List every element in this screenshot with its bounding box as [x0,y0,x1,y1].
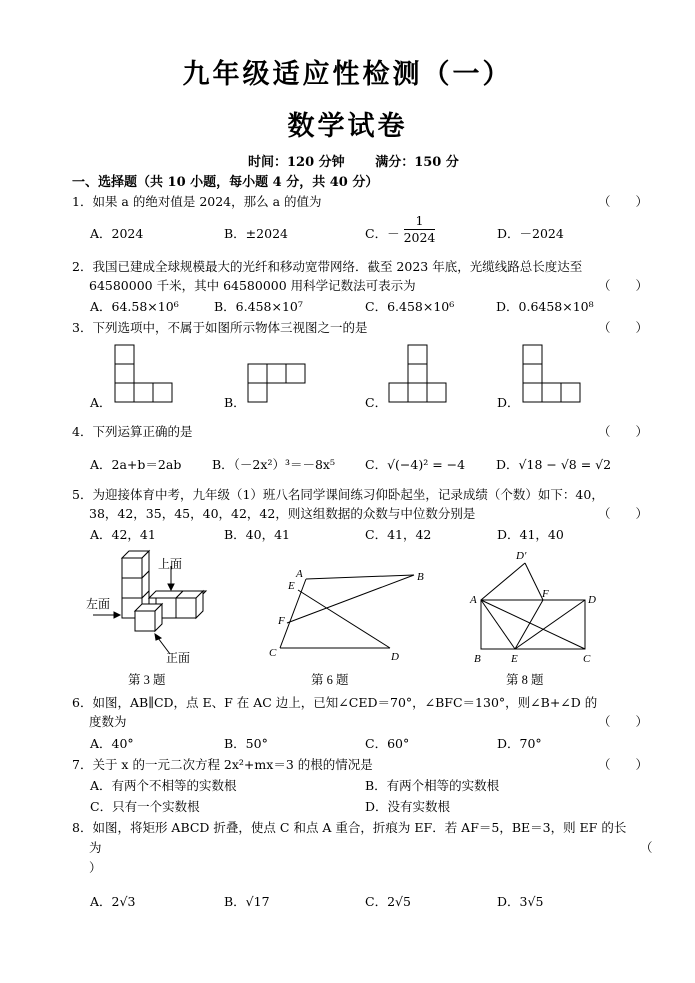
question-6-line1: 6．如图，AB∥CD，点 E、F 在 AC 边上，已知∠CED＝70°，∠BFC＝130°，则∠B+∠D 的 [72,695,598,710]
answer-paren: （ ） [598,278,649,293]
q1-option-b: B．±2024 [224,226,288,241]
fig6-label-f: F [278,615,285,627]
question-8-line2: 为 [89,840,102,855]
q6-option-b: B．50° [224,736,268,751]
q7-option-a: A．有两个不相等的实数根 [90,778,237,793]
q7-option-b: B．有两个相等的实数根 [365,778,500,793]
page-title: 九年级适应性检测（一） [182,59,513,90]
fig6-label-e: E [288,580,295,592]
q1-option-c-prefix: C．－ [365,226,400,241]
q3-option-a: A． [90,395,112,410]
question-6-line2: 度数为 [89,714,127,729]
q2-option-a: A．64.58×10⁶ [90,299,179,314]
question-1-stem: 1．如果 a 的绝对值是 2024，那么 a 的值为 [72,194,322,209]
q6-option-c: C．60° [365,736,410,751]
q8-option-b: B．√17 [224,894,270,909]
question-5-line2: 38，42，35，45，40，42，42，则这组数据的众数与中位数分别是 [89,506,476,521]
fig8-label-a: A [470,594,477,606]
answer-paren: （ ） [598,424,649,439]
answer-paren: （ ） [598,320,649,335]
q8-option-d: D．3√5 [497,894,544,909]
subject-title: 数学试卷 [287,111,408,142]
q5-option-a: A．42，41 [90,527,156,542]
fig3-caption: 第 3 题 [128,673,166,687]
q6-option-d: D．70° [497,736,542,751]
q4-option-d: D．√18 − √8 = √2 [496,457,612,472]
answer-paren: （ ） [598,506,649,521]
q2-option-d: D．0.6458×10⁸ [496,299,594,314]
q1-option-a: A．2024 [90,226,144,241]
q3-option-c: C． [365,395,388,410]
fig3-left-label: 左面 [86,597,111,611]
fig6-label-a: A [296,568,303,580]
answer-paren-open: （ [640,840,653,855]
fraction-denominator: 2024 [403,230,436,245]
answer-paren: （ ） [598,757,649,772]
q5-option-b: B．40，41 [224,527,290,542]
fig3-front-label: 正面 [166,651,191,665]
fig8-label-c: C [583,653,591,665]
q7-option-c: C．只有一个实数根 [90,799,200,814]
fig8-label-d: D [588,594,596,606]
question-2-line1: 2．我国已建成全球规模最大的光纤和移动宽带网络．截至 2023 年底，光缆线路总长度达至 [72,259,583,274]
exam-score: 满分：150 分 [375,155,459,170]
section-heading: 一、选择题（共 10 小题，每小题 4 分，共 40 分） [72,175,379,190]
q7-option-d: D．没有实数根 [365,799,451,814]
question-3-stem: 3．下列选项中，不属于如图所示物体三视图之一的是 [72,320,368,335]
q1-option-d: D．－2024 [497,226,564,241]
fig8-caption: 第 8 题 [506,673,544,687]
q4-option-b: B．（－2x²）³＝－8x⁵ [212,457,335,472]
q3-option-d: D． [497,395,520,410]
fig8-geometry [481,563,585,649]
question-4-stem: 4．下列运算正确的是 [72,424,193,439]
question-8-line1: 8．如图，将矩形 ABCD 折叠，使点 C 和点 A 重合，折痕为 EF．若 AF＝5，BE＝3，则 EF 的长 [72,820,627,835]
question-7-stem: 7．关于 x 的一元二次方程 2x²+mx＝3 的根的情况是 [72,757,373,772]
q3-option-b: B． [224,395,246,410]
fig8-label-b: B [474,653,481,665]
fig6-label-b: B [417,571,424,583]
q2-option-b: B．6.458×10⁷ [214,299,303,314]
q2-option-c: C．6.458×10⁶ [365,299,455,314]
q4-option-c: C．√(−4)² = −4 [365,457,466,472]
fig6-caption: 第 6 题 [311,673,349,687]
answer-paren: （ ） [598,714,649,729]
q4-option-a: A．2a+b＝2ab [90,457,182,472]
fig8-label-d-prime: D′ [516,550,527,562]
answer-paren-close: ） [89,860,102,875]
q5-option-d: D．41，40 [497,527,564,542]
fig8-label-e: E [511,653,518,665]
q5-option-c: C．41，42 [365,527,432,542]
fig6-geometry [280,575,414,648]
fig3-top-label: 上面 [158,557,183,571]
answer-paren: （ ） [598,194,649,209]
fig6-label-d: D [391,651,399,663]
question-5-line1: 5．为迎接体育中考，九年级（1）班八名同学课间练习仰卧起坐，记录成绩（个数）如下：40， [72,487,604,502]
q6-option-a: A．40° [90,736,134,751]
fig6-label-c: C [269,647,277,659]
exam-time: 时间：120 分钟 [248,155,345,170]
fraction-numerator: 1 [404,215,436,231]
q8-option-a: A．2√3 [90,894,136,909]
q8-option-c: C．2√5 [365,894,411,909]
fig8-label-f: F [542,588,549,600]
question-2-line2: 64580000 千米，其中 64580000 用科学记数法可表示为 [89,278,416,293]
